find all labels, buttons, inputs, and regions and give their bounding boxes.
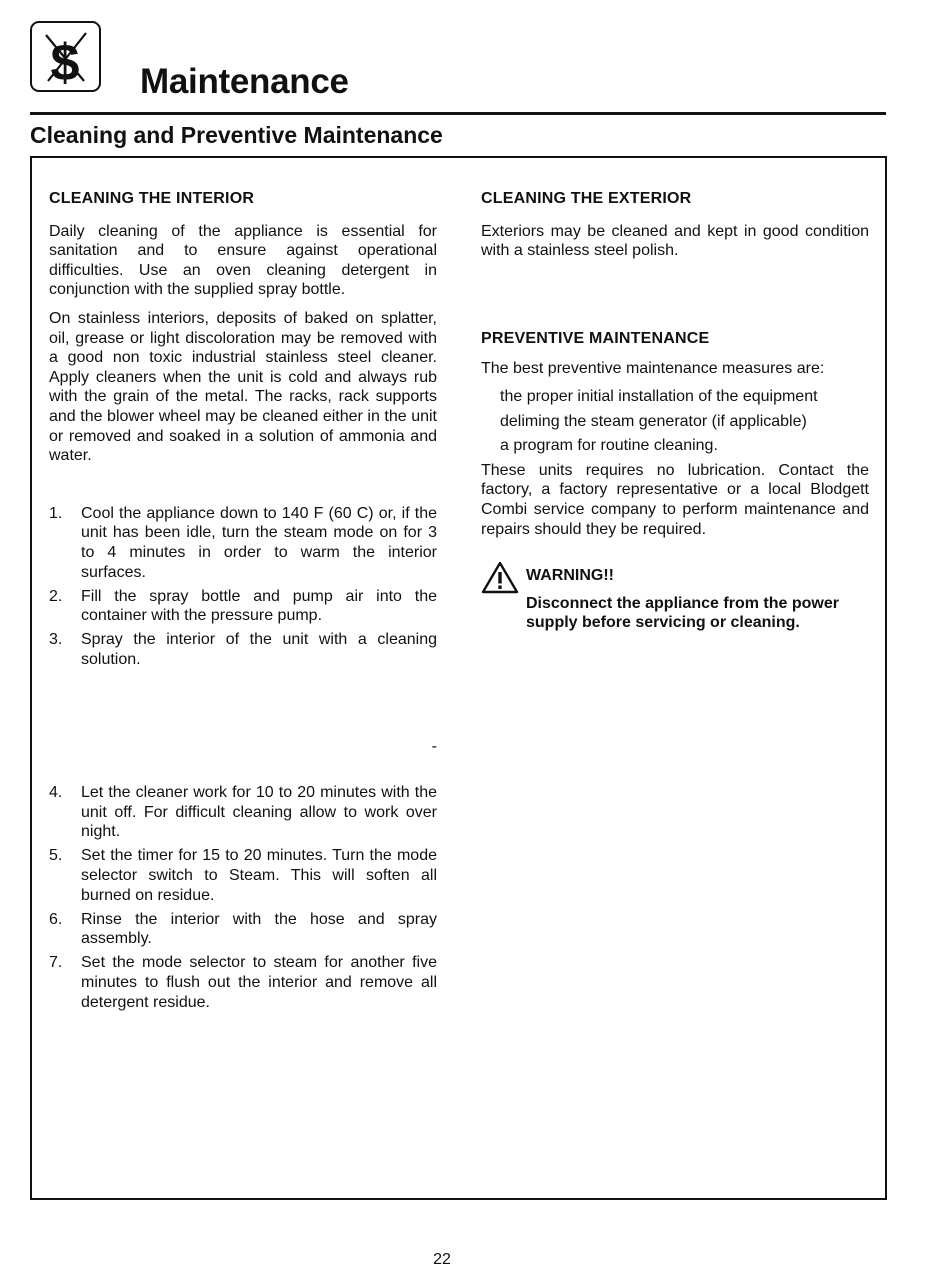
- step-text: Let the cleaner work for 10 to 20 minutes with the unit off. For difficult cleaning allow to work over night.: [81, 784, 437, 841]
- preventive-intro: The best preventive maintenance measures are:: [481, 360, 825, 378]
- warning-triangle-icon: [481, 561, 519, 595]
- list-item: [49, 504, 437, 582]
- list-item: [49, 953, 437, 1012]
- right-column: [481, 189, 869, 633]
- step-text: Rinse the interior with the hose and spray assembly.: [81, 910, 437, 948]
- warning-text: Disconnect the appliance from the power supply before servicing or cleaning.: [526, 594, 839, 632]
- preventive-heading: PREVENTIVE MAINTENANCE: [481, 329, 710, 347]
- step-text: Set the timer for 15 to 20 minutes. Turn the mode selector switch to Steam. This will soften all burned on residue.: [81, 847, 437, 904]
- step-number: 6.: [49, 910, 63, 928]
- lubrication-paragraph: These units requires no lubrication. Contact the factory, a factory representative or a local Blodgett Combi service company to perform maintenance and repairs should they be required.: [481, 461, 869, 538]
- maintenance-logo: [30, 21, 101, 92]
- left-column: [49, 189, 437, 1017]
- step-text: Cool the appliance down to 140 F (60 C) or, if the unit has been idle, turn the steam mode on for 3 to 4 minutes in order to warm the interior surfaces.: [81, 504, 437, 581]
- step-number: 7.: [49, 954, 63, 972]
- interior-heading: CLEANING THE INTERIOR: [49, 190, 255, 207]
- step-number: 4.: [49, 784, 63, 802]
- list-item: the proper initial installation of the equipment: [500, 387, 818, 405]
- step-number: 5.: [49, 847, 63, 865]
- list-item: deliming the steam generator (if applicable): [500, 412, 807, 430]
- list-item: [49, 630, 437, 669]
- svg-text:$: $: [50, 34, 80, 90]
- warning-block: [481, 566, 869, 633]
- page-number: 22: [433, 1251, 451, 1268]
- step-number: 2.: [49, 587, 63, 605]
- exterior-heading: CLEANING THE EXTERIOR: [481, 190, 692, 207]
- cleaning-steps-list-1: [49, 504, 437, 670]
- cleaning-steps-list-2: [49, 783, 437, 1012]
- step-number: 3.: [49, 631, 63, 649]
- step-number: 1.: [49, 504, 63, 522]
- interior-paragraph-1: Daily cleaning of the appliance is essential for sanitation and to ensure against operational difficulties. Use an oven cleaning detergent in conjunction with the supplied spray bottle.: [49, 222, 437, 299]
- header-rule: [30, 112, 886, 115]
- measures-list: [481, 387, 869, 456]
- step-text: Fill the spray bottle and pump air into the container with the pressure pump.: [81, 587, 437, 625]
- list-item: [49, 783, 437, 842]
- list-item: [49, 846, 437, 905]
- step-text: Spray the interior of the unit with a cleaning solution.: [81, 631, 437, 668]
- warning-label: WARNING!!: [526, 567, 614, 585]
- step-text: Set the mode selector to steam for another five minutes to flush out the interior and remove all detergent residue.: [81, 954, 437, 1011]
- list-item: a program for routine cleaning.: [500, 437, 718, 455]
- stray-mark: -: [431, 738, 437, 756]
- exterior-paragraph: Exteriors may be cleaned and kept in good condition with a stainless steel polish.: [481, 222, 869, 260]
- interior-paragraph-2: On stainless interiors, deposits of baked on splatter, oil, grease or light discoloration may be removed with a good non toxic industrial stainless steel cleaner. Apply cleaners when the unit is cold and always rub with the grain of the metal. The racks, rack supports and the blower wheel may be cleaned either in the unit or removed and soaked in a solution of ammonia and water.: [49, 309, 437, 465]
- chapter-title: Maintenance: [140, 62, 349, 101]
- dollar-sign-crossed-tools-icon: [32, 23, 99, 90]
- list-item: [49, 587, 437, 626]
- list-item: [49, 910, 437, 949]
- section-title: Cleaning and Preventive Maintenance: [30, 122, 443, 148]
